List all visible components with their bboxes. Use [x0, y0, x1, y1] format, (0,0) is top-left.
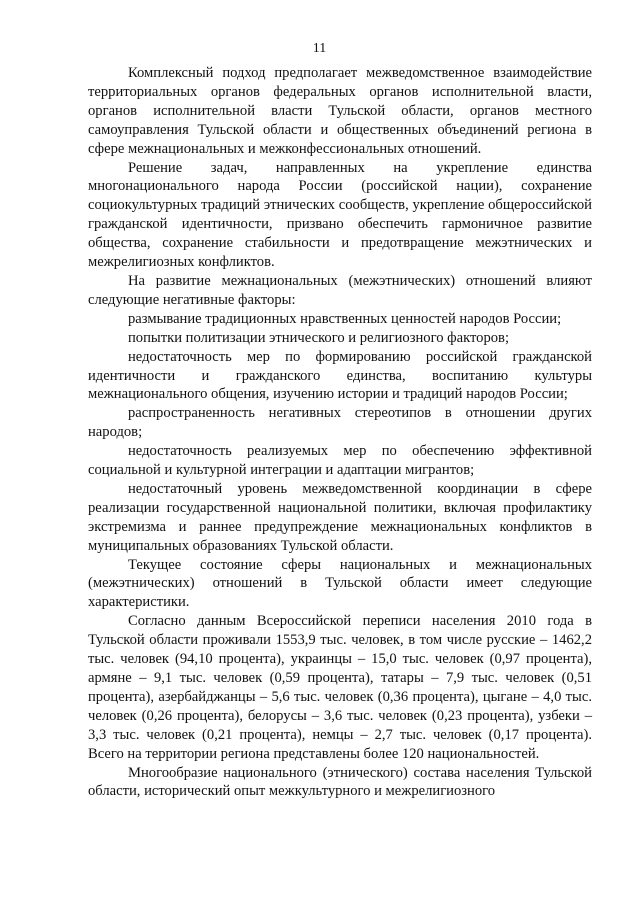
paragraph-negative-factors-intro: На развитие межнациональных (межэтнических) отношений влияют следующие негативные факторы: — [88, 272, 592, 308]
document-body — [88, 64, 592, 801]
paragraph-diversity: Многообразие национального (этнического) состава населения Тульской области, исторический опыт межкультурного и межрелигиозного — [88, 764, 592, 800]
page-number: 11 — [312, 41, 327, 56]
paragraph-current-state: Текущее состояние сферы национальных и межнациональных (межэтнических) отношений в Тульской области имеет следующие характеристики. — [88, 556, 592, 611]
paragraph-census-data: Согласно данным Всероссийской переписи населения 2010 года в Тульской области проживали 1553,9 тыс. человек, в том числе русские – 1462,2 тыс. человек (94,10 процента), украинцы – 15,0 тыс. человек (0,97 процента), армяне – 9,1 тыс. человек (0,59 процента), татары – 7,9 тыс. человек (0,51 процента), азербайджанцы – 5,6 тыс. человек (0,36 процента), цыгане – 4,0 тыс. человек (0,26 процента), белорусы – 3,6 тыс. человек (0,23 процента), узбеки – 3,3 тыс. человек (0,21 процента), немцы – 2,7 тыс. человек (0,17 процента). Всего на территории региона представлены более 120 национальностей. — [88, 613, 592, 762]
paragraph-interagency-approach: Комплексный подход предполагает межведомственное взаимодействие территориальных органов федеральных органов исполнительной власти, органов исполнительной власти Тульской области, органов местного самоуправления Тульской области и общественных объединений региона в сфере межнациональных и межконфессиональных отношений. — [88, 65, 592, 157]
list-item-politicization: попытки политизации этнического и религиозного факторов; — [128, 329, 510, 346]
list-item-values-erosion: размывание традиционных нравственных ценностей народов России; — [128, 310, 562, 327]
list-item-identity-measures: недостаточность мер по формированию российской гражданской идентичности и гражданского единства, воспитанию культуры межнационального общения, изучению истории и традиций народов России; — [88, 348, 592, 403]
paragraph-tasks-unity: Решение задач, направленных на укрепление единства многонационального народа России (российской нации), сохранение социокультурных традиций этнических сообществ, укрепление общероссийской гражданской идентичности, призвано обеспечить гармоничное развитие общества, сохранение стабильности и предотвращение межэтнических и межрелигиозных конфликтов. — [88, 159, 592, 271]
list-item-coordination: недостаточный уровень межведомственной координации в сфере реализации государственной национальной политики, включая профилактику экстремизма и раннее предупреждение межнациональных конфликтов в муниципальных образованиях Тульской области. — [88, 480, 592, 554]
list-item-stereotypes: распространенность негативных стереотипов в отношении других народов; — [88, 405, 592, 441]
list-item-migrant-integration: недостаточность реализуемых мер по обеспечению эффективной социальной и культурной интеграции и адаптации мигрантов; — [88, 443, 592, 479]
